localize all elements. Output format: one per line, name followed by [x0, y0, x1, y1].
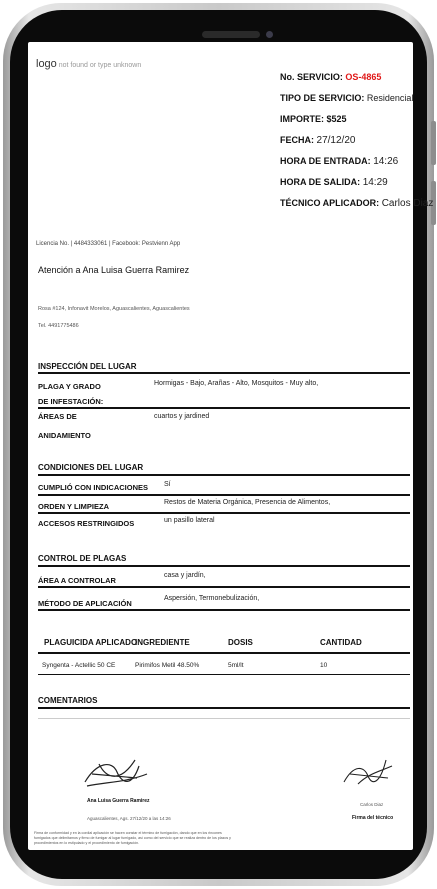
client-phone: Tel. 4491775486: [38, 323, 79, 329]
restricted-access-value: un pasillo lateral: [164, 517, 215, 524]
conditions-section-title: CONDICIONES DEL LUGAR: [38, 463, 144, 472]
client-name-signature: Ana Luisa Guerra Ramirez: [87, 798, 150, 804]
row-divider: [38, 586, 410, 588]
logo-placeholder: [36, 58, 141, 70]
pest-control-section-title: CONTROL DE PLAGAS: [38, 554, 127, 563]
nesting-areas-label-2: ANIDAMIENTO: [38, 431, 91, 440]
table-cell-quantity: 10: [320, 662, 328, 669]
amount-row: [280, 114, 415, 135]
application-method-label: MÉTODO DE APLICACIÓN: [38, 599, 132, 608]
exit-time-row: [280, 177, 415, 198]
service-type-label: TIPO DE SERVICIO:: [280, 93, 365, 103]
row-divider: [38, 494, 410, 496]
control-area-label: ÁREA A CONTROLAR: [38, 576, 116, 585]
table-header-divider: [38, 652, 410, 654]
date-row: [280, 135, 415, 156]
order-cleanliness-value: Restos de Materia Orgánica, Presencia de Alimentos,: [164, 499, 331, 506]
service-number-row: [280, 72, 415, 93]
technician-row: [280, 198, 434, 219]
amount-label: IMPORTE:: [280, 114, 324, 124]
table-header-quantity: CANTIDAD: [320, 638, 362, 647]
comments-underline: [38, 718, 410, 719]
volume-button: [431, 121, 436, 165]
compliance-value: Sí: [164, 481, 171, 488]
table-header-ingredient: INGREDIENTE: [135, 638, 190, 647]
order-cleanliness-label: ORDEN Y LIMPIEZA: [38, 502, 109, 511]
table-row-divider: [38, 674, 410, 675]
application-method-value: Aspersión, Termonebulización,: [164, 595, 260, 602]
pest-grade-label: PLAGA Y GRADO: [38, 382, 101, 391]
table-header-pesticide: PLAGUICIDA APLICADO: [44, 638, 138, 647]
row-divider: [38, 512, 410, 514]
table-cell-dose: 5ml/lt: [228, 662, 244, 669]
entry-time-value: 14:26: [373, 156, 399, 167]
front-camera: [266, 31, 273, 38]
date-value: 27/12/20: [316, 135, 356, 146]
table-header-dose: DOSIS: [228, 638, 253, 647]
client-signature-image: [77, 752, 157, 792]
entry-time-row: [280, 156, 415, 177]
logo-text: logo: [36, 58, 57, 70]
row-divider: [38, 609, 410, 611]
section-divider: [38, 565, 410, 567]
comments-section-title: COMENTARIOS: [38, 696, 98, 705]
restricted-access-label: ACCESOS RESTRINGIDOS: [38, 519, 135, 528]
inspection-section-title: INSPECCIÓN DEL LUGAR: [38, 362, 137, 371]
date-label: FECHA:: [280, 135, 314, 145]
pest-grade-label-2: DE INFESTACIÓN:: [38, 397, 104, 406]
service-type-row: [280, 93, 415, 114]
entry-time-label: HORA DE ENTRADA:: [280, 156, 371, 166]
amount-value: $525: [326, 114, 347, 124]
table-cell-pesticide: Syngenta - Actellic 50 CE: [42, 662, 116, 669]
technician-name-signature: Carlos Diaz: [360, 802, 384, 807]
compliance-label: CUMPLIÓ CON INDICACIONES: [38, 483, 149, 492]
exit-time-value: 14:29: [362, 177, 388, 188]
phone-screen[interactable]: [28, 42, 434, 850]
service-number-value: OS-4865: [345, 72, 382, 82]
section-divider: [38, 707, 410, 709]
nesting-areas-label: ÁREAS DE: [38, 412, 77, 421]
pest-grade-value: Hormigas - Bajo, Arañas - Alto, Mosquitos - Muy alto,: [154, 380, 319, 387]
technician-signature-label: Firma del técnico: [352, 815, 394, 821]
place-date: Aguascalientes, Ags. 27/12/20 a las 14:26: [87, 816, 171, 821]
service-type-value: Residencial: [366, 93, 414, 103]
table-cell-ingredient: Pirimifos Metil 48.50%: [135, 662, 200, 669]
technician-value: Carlos Diaz: [381, 198, 434, 209]
license-line: Licencia No. | 4484333061 | Facebook: Pestvienn App: [36, 241, 181, 247]
speaker-grille: [202, 31, 260, 38]
client-address: Rosa #124, Infonavit Morelos, Aguascalientes, Aguascalientes: [38, 306, 190, 312]
legal-disclaimer: Firma de conformidad y en la cordial aplicación se hacen constar el término de fumigación, dando que en los rincones fumigados que delimitamos y firmo de fumigar al lugar fumigado, así como del servicio que se realiza dentro de los plazos y procedimientos en lo estipulado y el procedimiento de fumigación.: [34, 831, 231, 845]
logo-note: not found or type unknown: [58, 62, 142, 69]
section-divider: [38, 372, 410, 374]
exit-time-label: HORA DE SALIDA:: [280, 177, 361, 187]
section-divider: [38, 474, 410, 476]
control-area-value: casa y jardín,: [164, 572, 206, 579]
row-divider: [38, 407, 410, 409]
service-number-label: No. SERVICIO:: [280, 72, 343, 82]
service-info-block: [280, 72, 434, 219]
technician-label: TÉCNICO APLICADOR:: [280, 198, 380, 208]
nesting-areas-value: cuartos y jardined: [154, 413, 210, 420]
technician-signature-image: [338, 754, 398, 790]
attention-line: Atención a Ana Luisa Guerra Ramirez: [38, 265, 190, 275]
service-report-document[interactable]: [28, 42, 434, 850]
